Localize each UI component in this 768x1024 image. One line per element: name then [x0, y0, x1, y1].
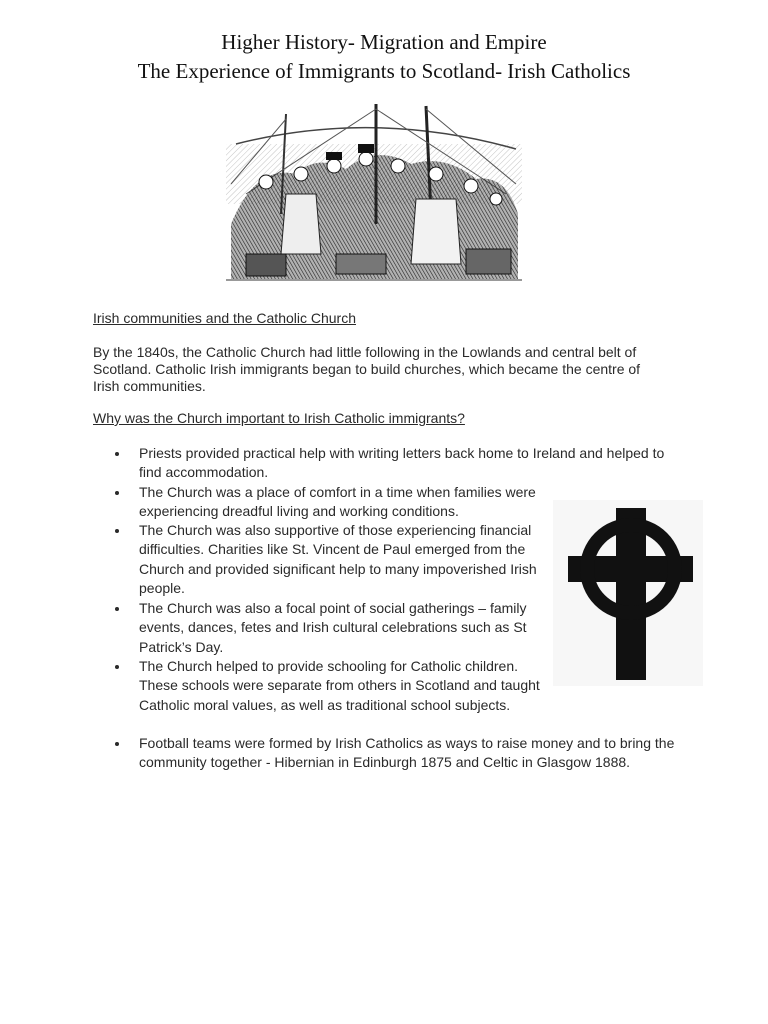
list-item: Priests provided practical help with writing letters back home to Ireland and helped to find accommodation. [139, 444, 679, 483]
emigrant-ship-engraving-icon [226, 104, 522, 294]
list-item: Football teams were formed by Irish Catholics as ways to raise money and to bring the community together - Hibernian in Edinburgh 1875 and Celtic in Glasgow 1888. [139, 734, 679, 773]
document-title: Higher History- Migration and Empire [221, 30, 547, 54]
section-heading-communities: Irish communities and the Catholic Church [93, 310, 357, 326]
list-item: The Church was a place of comfort in a time when families were experiencing dreadful living and working conditions. [139, 483, 549, 522]
list-item: The Church was also supportive of those experiencing financial difficulties. Charities like St. Vincent de Paul emerged from the Church and provided significant help to many impoverished Irish people. [139, 521, 549, 599]
section-heading-church-importance: Why was the Church important to Irish Catholic immigrants? [93, 410, 465, 426]
document-subtitle: The Experience of Immigrants to Scotland- Irish Catholics [137, 59, 631, 83]
intro-paragraph: By the 1840s, the Catholic Church had little following in the Lowlands and central belt of Scotland. Catholic Irish immigrants began to build churches, which became the centre of Irish communities. [93, 344, 641, 394]
celtic-cross-image [553, 500, 703, 686]
list-item: The Church helped to provide schooling for Catholic children. These schools were separate from others in Scotland and taught Catholic moral values, as well as traditional school subjects. [139, 657, 549, 715]
celtic-cross-icon [553, 500, 703, 686]
list-item: The Church was also a focal point of social gatherings – family events, dances, fetes and Irish cultural celebrations such as St Patrick’s Day. [139, 599, 549, 657]
